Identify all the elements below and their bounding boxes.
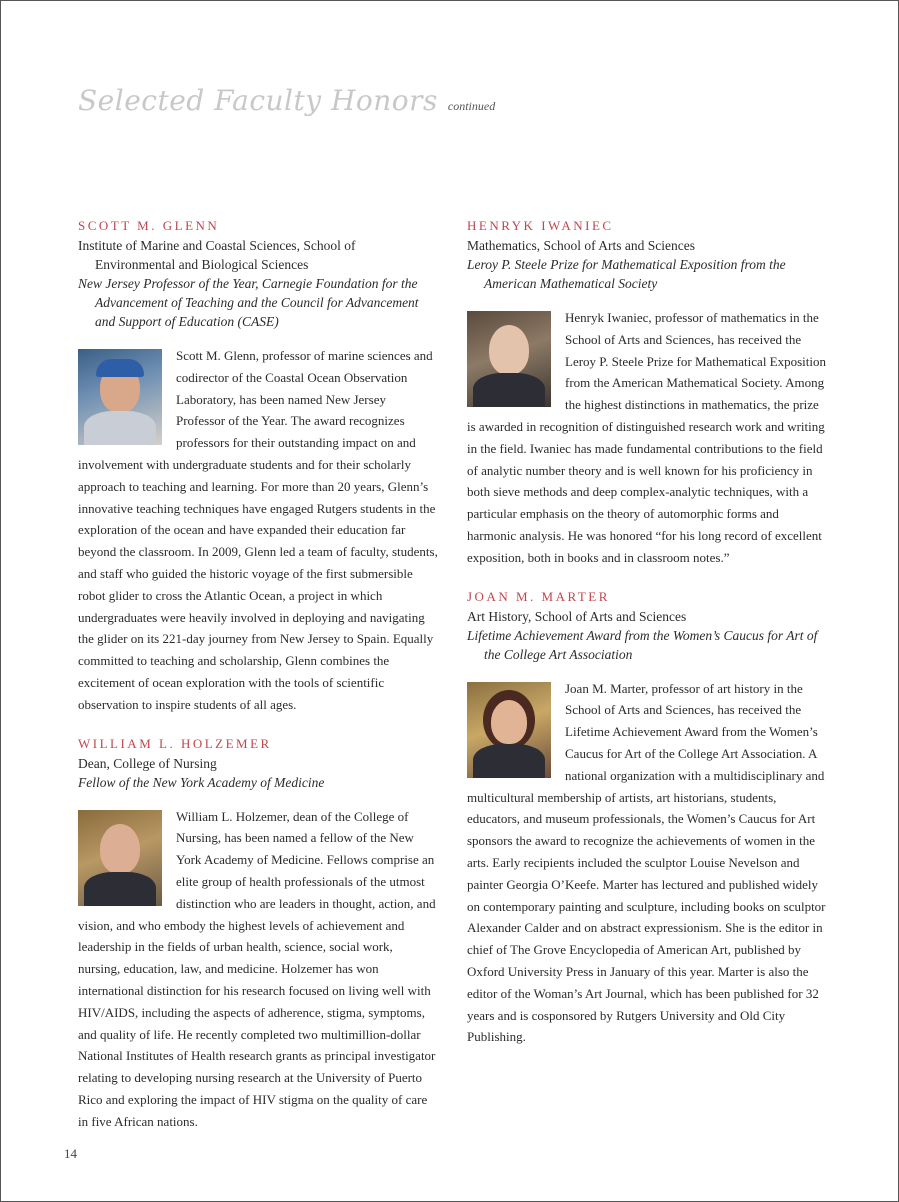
- profile-award: Lifetime Achievement Award from the Women’s Caucus for Art of the College Art Association: [467, 627, 818, 662]
- continued-label: continued: [447, 99, 496, 113]
- profile-body: Joan M. Marter, professor of art history in the School of Arts and Sciences, has received the Lifetime Achievement Award from the Women’s Caucus for Art of the College Art Association. A national organization with a multidisciplinary and multicultural membership of artists, art historians, students, educators, and museum professionals, the Women’s Caucus for Art sponsors the award to recognize the achievements of women in the arts. Early recipients included the sculptor Louise Nevelson and painter Georgia O’Keefe. Marter has lectured and published widely on contemporary painting and sculpture, including books on sculptor Alexander Calder and on abstract expressionism. She is the editor in chief of The Grove Encyclopedia of American Art, published by Oxford University Press in January of this year. Marter is also the editor of the Woman’s Art Journal, which has been published for 32 years and is cosponsored by Rutgers University and Old City Publishing.: [467, 680, 826, 1045]
- section-title: Selected Faculty Honors: [78, 84, 438, 117]
- profile-name: WILLIAM L. HOLZEMER: [78, 735, 272, 751]
- portrait-photo-marter: [467, 682, 551, 778]
- profile-name: SCOTT M. GLENN: [78, 218, 220, 233]
- profile-award: Leroy P. Steele Prize for Mathematical Exposition from the American Mathematical Society: [467, 257, 786, 291]
- profile-department: Mathematics, School of Arts and Sciences: [467, 238, 695, 253]
- profile-marter: [467, 589, 827, 1049]
- profile-name: HENRYK IWANIEC: [467, 218, 614, 233]
- portrait-photo-holzemer: [78, 810, 162, 906]
- profile-body-wrapper: [467, 678, 827, 1049]
- profile-body: Henryk Iwaniec, professor of mathematics in the School of Arts and Sciences, has received the Leroy P. Steele Prize for Mathematical Exposition from the American Mathematical Society. Among the highest distinctions in mathematics, the prize is awarded in recognition of distinguished research work and writing in the field. Iwaniec has made fundamental contributions to the field of analytic number theory and is well known for his proficiency in both sieve methods and deep complex-analytic techniques, with a particular emphasis on the theory of automorphic forms and harmonic analysis. He was honored “for his long record of excellent exposition, both in books and in classroom notes.”: [467, 310, 827, 565]
- profile-body: Scott M. Glenn, professor of marine sciences and codirector of the Coastal Ocean Observation Laboratory, has been named New Jersey Professor of the Year. The award recognizes professors for their outstanding impact on and involvement with undergraduate students and for their scholarly approach to teaching and learning. For more than 20 years, Glenn’s innovative teaching techniques have engaged Rutgers students in the exploration of the ocean and have expanded their education far beyond the classroom. In 2009, Glenn led a team of faculty, students, and staff who guided the historic voyage of the first submersible robot glider to cross the Atlantic Ocean, a project in which undergraduates were heavily involved in deploying and navigating the glider on its 221-day journey from New Jersey to Spain. Equally committed to teaching and scholarship, Glenn combines the excitement of ocean exploration with the tools of scientific observation to inspire students of all ages.: [78, 348, 438, 712]
- profile-award: New Jersey Professor of the Year, Carnegie Foundation for the Advancement of Teaching and the Council for Advancement and Support of Education (CASE): [78, 276, 419, 329]
- left-column: [78, 218, 438, 1153]
- profile-award: Fellow of the New York Academy of Medicine: [78, 774, 325, 790]
- profile-body: William L. Holzemer, dean of the College of Nursing, has been named a fellow of the New York Academy of Medicine. Fellows comprise an elite group of health professionals of the utmost distinction who are leaders in thought, action, and vision, and who embody the highest levels of achievement and leadership in the fields of urban health, science, social work, nursing, education, law, and medicine. Holzemer has won international distinction for his research focused on living well with HIV/AIDS, including the aspects of adherence, stigma, symptoms, and quality of life. He recently completed two multimillion-dollar National Institutes of Health research grants as principal investigator relating to developing nursing research at the University of Puerto Rico and exploring the impact of HIV stigma on the quality of care in five African nations.: [78, 808, 436, 1129]
- profile-body-wrapper: [78, 345, 438, 716]
- profile-iwaniec: [467, 218, 827, 569]
- profile-holzemer: [78, 736, 438, 1133]
- right-column: [467, 218, 827, 1068]
- profile-department: Dean, College of Nursing: [78, 755, 217, 771]
- profile-body-wrapper: [467, 307, 827, 569]
- profile-department: Art History, School of Arts and Sciences: [467, 608, 687, 624]
- profile-body-wrapper: [78, 806, 438, 1133]
- profile-name: JOAN M. MARTER: [467, 588, 610, 604]
- profile-department: Institute of Marine and Coastal Sciences, School of Environmental and Biological Sciences: [78, 238, 356, 272]
- portrait-photo-iwaniec: [467, 311, 551, 407]
- profile-glenn: [78, 218, 438, 716]
- page-title: [78, 84, 495, 117]
- page-number: 14: [64, 1146, 77, 1161]
- portrait-photo-glenn: [78, 349, 162, 445]
